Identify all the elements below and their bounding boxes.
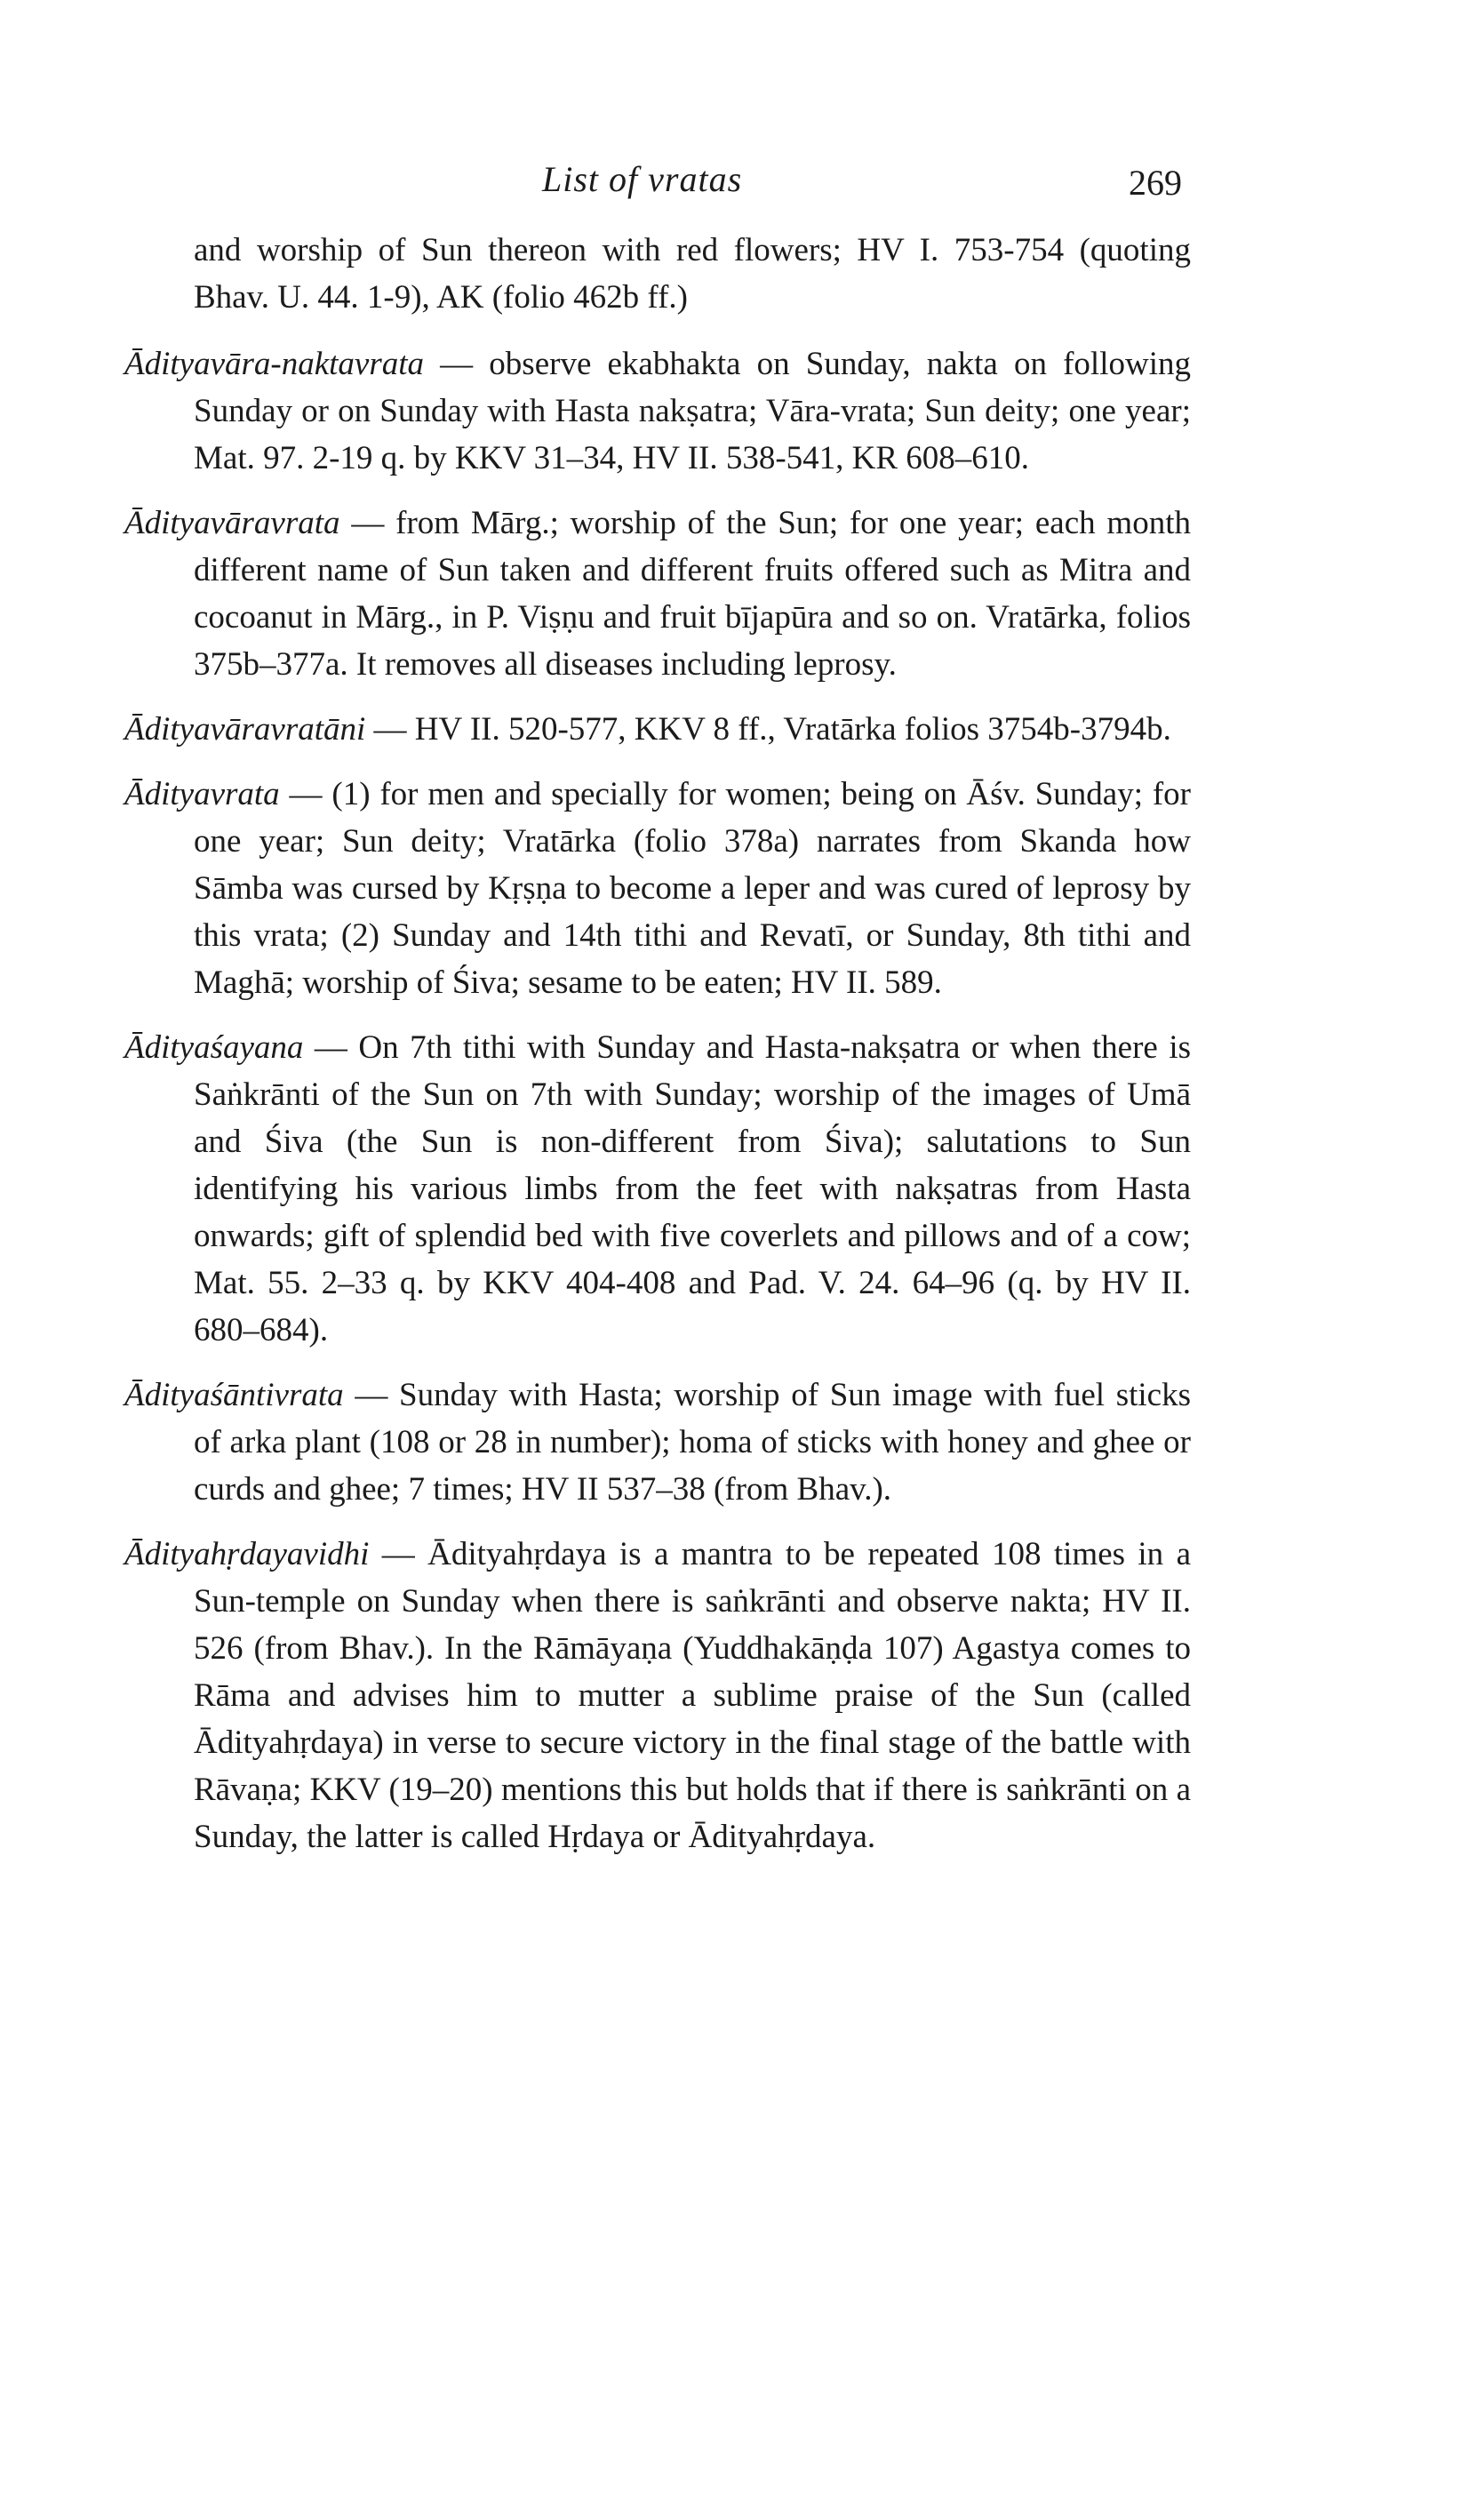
- entry-text: — observe ekabhakta on Sunday, nakta on following Sunday or on Sunday with Hasta nakṣatra; Vāra-vrata; Sun deity; one year; Mat. 97. 2-19 q. by KKV 31–34, HV II. 538-541, KR 608–610.: [194, 346, 1191, 476]
- entry-headword: Ādityavāravrata: [124, 505, 340, 541]
- entry: [124, 1531, 1191, 1860]
- entry-headword: Ādityahṛdayavidhi: [124, 1536, 370, 1572]
- entry-list: [124, 227, 1191, 1878]
- entry-continuation: [124, 227, 1191, 321]
- entry-headword: Ādityavrata: [124, 776, 280, 812]
- entry-text: — On 7th tithi with Sunday and Hasta-nakṣatra or when there is Saṅkrānti of the Sun on 7th with Sunday; worship of the images of Umā and Śiva (the Sun is non-different from Śiva); salutations to Sun identifying his various limbs from the feet with nakṣatras from Hasta onwards; gift of splendid bed with five coverlets and pillows and of a cow; Mat. 55. 2–33 q. by KKV 404-408 and Pad. V. 24. 64–96 (q. by HV II. 680–684).: [194, 1029, 1191, 1348]
- entry: [124, 500, 1191, 688]
- page-number: 269: [1129, 163, 1182, 203]
- entry: [124, 706, 1191, 753]
- running-title: List of vratas: [542, 159, 743, 199]
- entry-text: — HV II. 520-577, KKV 8 ff., Vratārka folios 3754b-3794b.: [365, 711, 1171, 748]
- entry: [124, 1372, 1191, 1513]
- entry-headword: Ādityavāravratāni: [124, 711, 366, 748]
- entry-text: — (1) for men and specially for women; being on Āśv. Sunday; for one year; Sun deity; Vratārka (folio 378a) narrates from Skanda how Sāmba was cursed by Kṛṣṇa to become a leper and was cured of leprosy by this vrata; (2) Sunday and 14th tithi and Revatī, or Sunday, 8th tithi and Maghā; worship of Śiva; sesame to be eaten; HV II. 589.: [194, 776, 1191, 1001]
- page-header: [124, 149, 1191, 212]
- entry: [124, 1024, 1191, 1354]
- entry-text: and worship of Sun thereon with red flowers; HV I. 753-754 (quoting Bhav. U. 44. 1-9), AK (folio 462b ff.): [194, 232, 1191, 316]
- entry-text: — from Mārg.; worship of the Sun; for one year; each month different name of Sun taken and different fruits offered such as Mitra and cocoanut in Mārg., in P. Viṣṇu and fruit bījapūra and so on. Vratārka, folios 375b–377a. It removes all diseases including leprosy.: [194, 505, 1191, 683]
- entry-headword: Ādityaśayana: [124, 1029, 304, 1066]
- entry-headword: Ādityavāra-naktavrata: [124, 346, 425, 382]
- entry: [124, 340, 1191, 482]
- entry-text: — Ādityahṛdaya is a mantra to be repeated 108 times in a Sun-temple on Sunday when there is saṅkrānti and observe nakta; HV II. 526 (from Bhav.). In the Rāmāyaṇa (Yuddhakāṇḍa 107) Agastya comes to Rāma and advises him to mutter a sublime praise of the Sun (called Ādityahṛdaya) in verse to secure victory in the final stage of the battle with Rāvaṇa; KKV (19–20) mentions this but holds that if there is saṅkrānti on a Sunday, the latter is called Hṛdaya or Ādityahṛdaya.: [194, 1536, 1191, 1855]
- entry-text: — Sunday with Hasta; worship of Sun image with fuel sticks of arka plant (108 or 28 in number); homa of sticks with honey and ghee or curds and ghee; 7 times; HV II 537–38 (from Bhav.).: [194, 1377, 1191, 1508]
- entry: [124, 771, 1191, 1006]
- entry-headword: Ādityaśāntivrata: [124, 1377, 344, 1413]
